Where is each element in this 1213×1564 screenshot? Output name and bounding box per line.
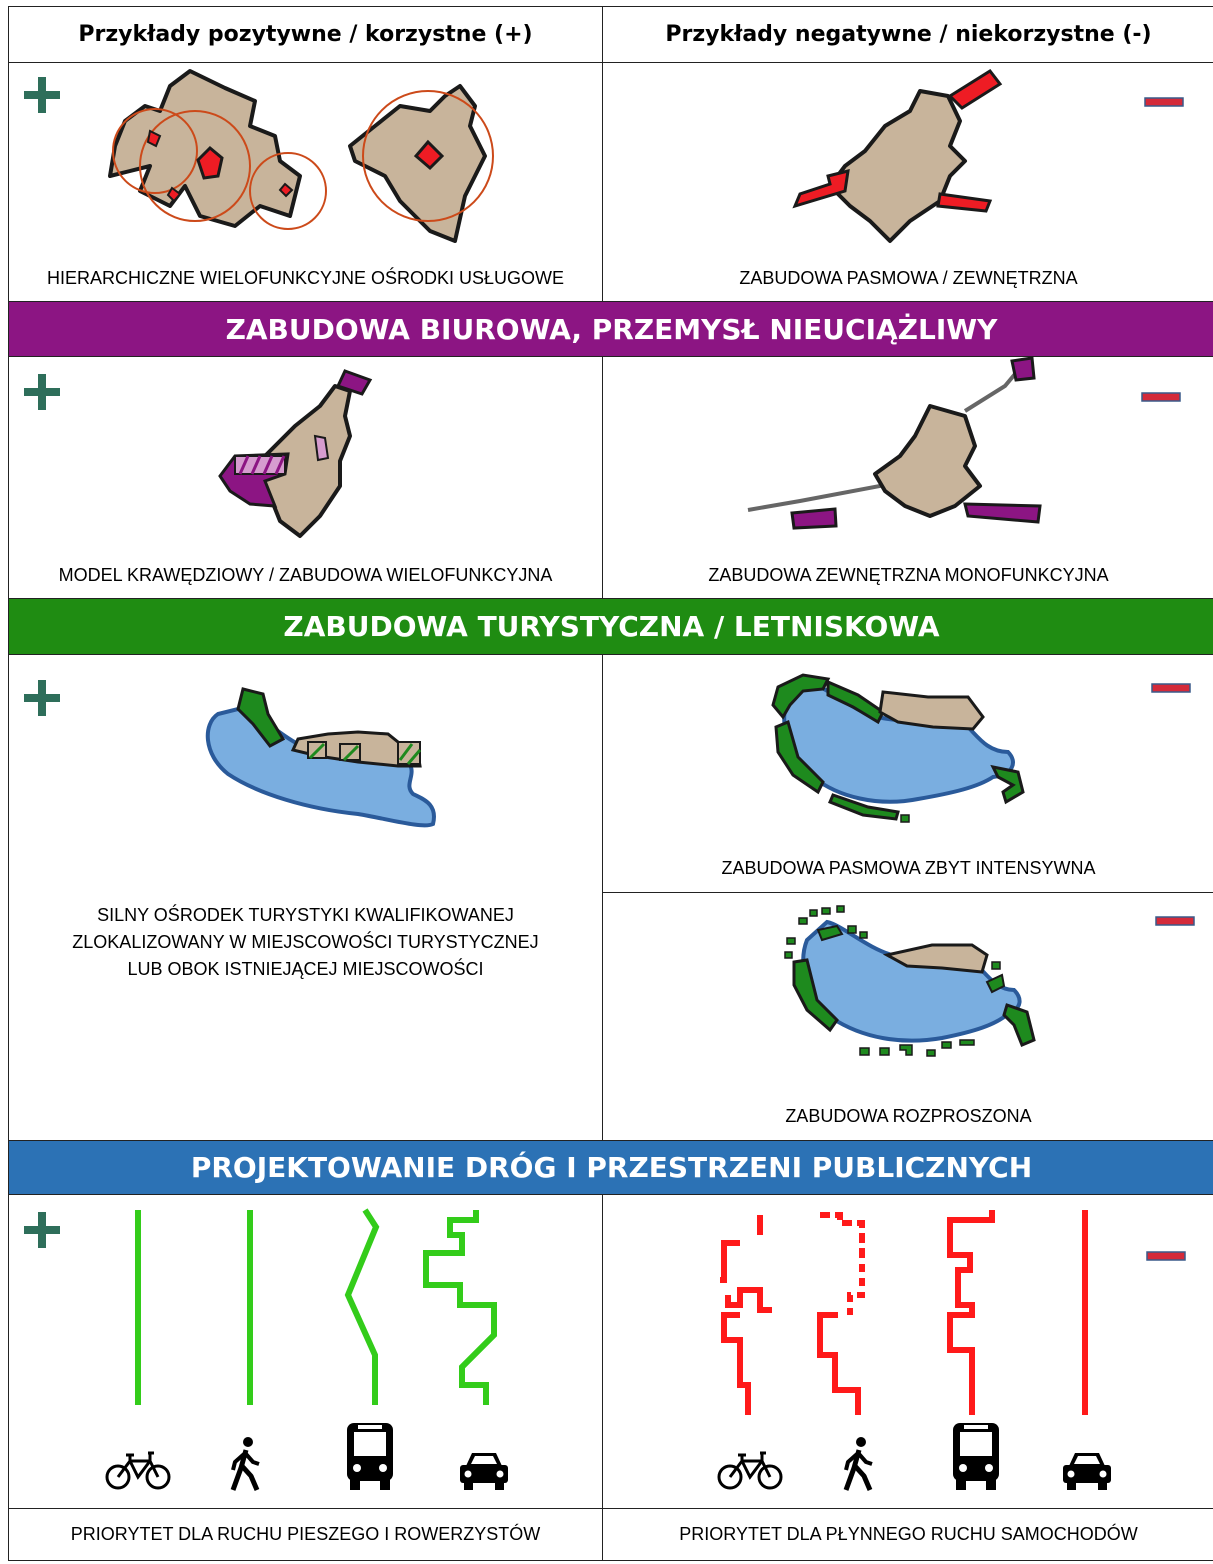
header-positive: Przykłady pozytywne / korzystne (+) [78, 22, 533, 47]
grid-line [602, 892, 1213, 893]
scattered-tourism-illustration [782, 900, 1044, 1060]
grid-line [602, 654, 603, 1140]
caption-services-negative: ZABUDOWA PASMOWA / ZEWNĘTRZNA [739, 267, 1078, 288]
section-band-roads: PROJEKTOWANIE DRÓG I PRZESTRZENI PUBLICZNYCH [9, 1141, 1213, 1194]
plus-icon [22, 75, 62, 115]
indirect-routes-illustration [700, 1205, 1120, 1420]
minus-icon [1151, 682, 1191, 694]
plus-icon [22, 1210, 62, 1250]
caption-roads-negative: PRIORYTET DLA PŁYNNEGO RUCHU SAMOCHODÓW [679, 1523, 1138, 1544]
qualified-tourism-illustration [198, 684, 438, 834]
grid-line [8, 1508, 1213, 1509]
grid-line [8, 1194, 1213, 1195]
grid-line [8, 1560, 1213, 1561]
bicycle-icon [104, 1447, 172, 1493]
caption-tourism-negative-scatter: ZABUDOWA ROZPROSZONA [785, 1105, 1032, 1126]
bus-icon [950, 1420, 1002, 1492]
section-band-office: ZABUDOWA BIUROWA, PRZEMYSŁ NIEUCIĄŻLIWY [9, 302, 1213, 356]
plus-icon [22, 372, 62, 412]
minus-icon [1141, 391, 1181, 403]
grid-line [8, 6, 9, 1560]
bus-icon [344, 1420, 396, 1492]
bicycle-icon [716, 1447, 784, 1493]
car-icon [1061, 1448, 1113, 1492]
caption-line: SILNY OŚRODEK TURYSTYKI KWALIFIKOWANEJ [97, 904, 514, 925]
edge-model-illustration [210, 366, 390, 556]
caption-line: LUB OBOK ISTNIEJĄCEJ MIEJSCOWOŚCI [127, 958, 484, 979]
caption-line: ZLOKALIZOWANY W MIEJSCOWOŚCI TURYSTYCZNEJ [72, 931, 539, 952]
car-icon [458, 1448, 510, 1492]
minus-icon [1146, 1250, 1186, 1262]
hierarchical-centres-illustration [100, 66, 500, 246]
minus-icon [1144, 96, 1184, 108]
strip-development-illustration [790, 66, 1020, 246]
caption-office-positive: MODEL KRAWĘDZIOWY / ZABUDOWA WIELOFUNKCYJNA [58, 564, 553, 585]
section-band-tourism: ZABUDOWA TURYSTYCZNA / LETNISKOWA [9, 599, 1213, 654]
grid-line [8, 654, 1213, 655]
header-negative: Przykłady negatywne / niekorzystne (-) [665, 22, 1152, 47]
caption-office-negative: ZABUDOWA ZEWNĘTRZNA MONOFUNKCYJNA [708, 564, 1109, 585]
plus-icon [22, 678, 62, 718]
caption-roads-positive: PRIORYTET DLA RUCHU PIESZEGO I ROWERZYSTÓW [70, 1523, 541, 1544]
intensive-strip-tourism-illustration [768, 667, 1038, 827]
direct-routes-illustration [120, 1205, 520, 1415]
minus-icon [1155, 915, 1195, 927]
caption-services-positive: HIERARCHICZNE WIELOFUNKCYJNE OŚRODKI USŁUGOWE [46, 267, 565, 288]
grid-line [602, 1194, 603, 1560]
grid-line [8, 62, 1213, 63]
pedestrian-icon [842, 1436, 878, 1492]
caption-tourism-positive [9, 892, 602, 992]
caption-tourism-negative-band: ZABUDOWA PASMOWA ZBYT INTENSYWNA [721, 857, 1096, 878]
pedestrian-icon [229, 1436, 265, 1492]
monofunctional-outskirts-illustration [740, 356, 1070, 536]
